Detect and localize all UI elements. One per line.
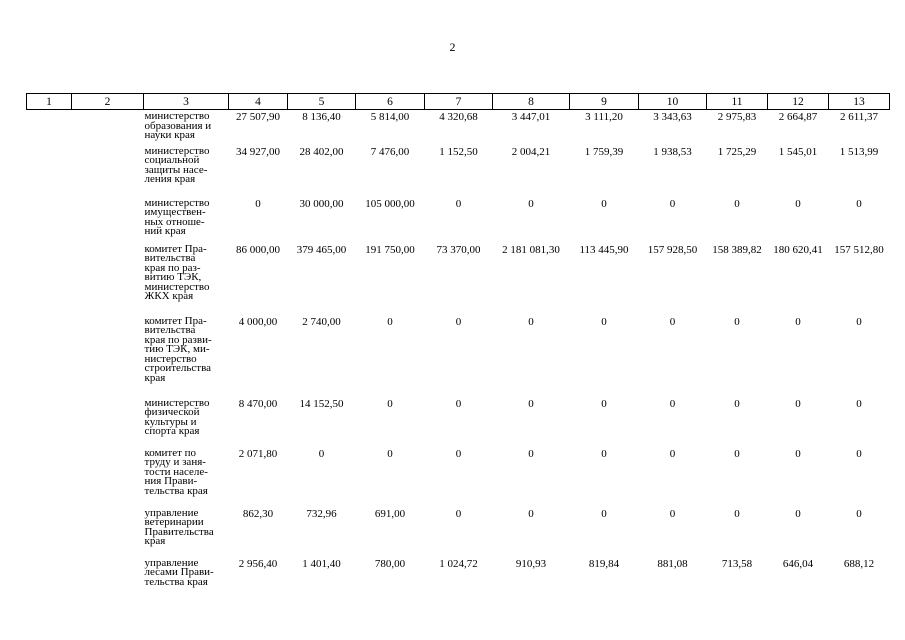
ministry-cell: министерство физической культуры и спорта края xyxy=(144,396,210,438)
value-cell: 0 xyxy=(528,507,534,520)
value-cell: 0 xyxy=(856,447,862,460)
column-header: 10 xyxy=(639,94,707,110)
value-cell: 73 370,00 xyxy=(436,243,481,256)
ministry-cell: министерство имуществен- ных отноше- ний края xyxy=(144,196,210,238)
ministry-cell: комитет Пра- вительства края по раз- витию ТЭК, министерство ЖКХ края xyxy=(144,242,210,303)
value-cell: 27 507,90 xyxy=(236,111,280,123)
value-cell: 113 445,90 xyxy=(579,243,629,256)
table-row xyxy=(27,315,890,397)
column-header: 8 xyxy=(493,94,570,110)
table-row xyxy=(27,197,890,243)
empty-cell xyxy=(27,557,72,597)
column-header: 11 xyxy=(707,94,768,110)
value-cell: 862,30 xyxy=(242,507,274,520)
value-cell: 4 320,68 xyxy=(439,111,478,123)
empty-cell xyxy=(72,110,144,145)
value-cell: 86 000,00 xyxy=(236,243,280,256)
value-cell: 0 xyxy=(795,197,801,210)
ministry-cell: комитет по труду и заня- тости населе- ния Прави- тельства края xyxy=(144,446,208,497)
value-cell: 157 928,50 xyxy=(647,243,698,256)
value-cell: 379 465,00 xyxy=(296,243,347,256)
value-cell: 34 927,00 xyxy=(236,145,280,158)
value-cell: 5 814,00 xyxy=(370,111,410,123)
value-cell: 7 476,00 xyxy=(370,145,410,158)
value-cell: 14 152,50 xyxy=(299,397,344,410)
value-cell: 0 xyxy=(734,397,740,410)
value-cell: 2 071,80 xyxy=(238,447,278,460)
value-cell: 0 xyxy=(528,197,534,210)
empty-cell xyxy=(27,197,72,243)
value-cell: 0 xyxy=(856,507,862,520)
value-cell: 1 152,50 xyxy=(439,145,478,158)
table-row xyxy=(27,447,890,507)
column-header: 12 xyxy=(768,94,829,110)
value-cell: 1 759,39 xyxy=(584,145,624,158)
empty-cell xyxy=(27,315,72,397)
value-cell: 1 545,01 xyxy=(778,145,818,158)
value-cell: 0 xyxy=(318,447,325,460)
value-cell: 0 xyxy=(387,315,393,328)
value-cell: 0 xyxy=(528,315,534,328)
value-cell: 0 xyxy=(455,397,462,410)
empty-cell xyxy=(72,315,144,397)
value-cell: 0 xyxy=(795,507,801,520)
value-cell: 0 xyxy=(856,197,862,210)
value-cell: 0 xyxy=(601,315,607,328)
budget-table xyxy=(26,93,890,597)
value-cell: 0 xyxy=(455,447,462,460)
column-header: 5 xyxy=(288,94,356,110)
value-cell: 28 402,00 xyxy=(299,145,344,158)
column-header: 6 xyxy=(356,94,425,110)
empty-cell xyxy=(72,197,144,243)
value-cell: 2 004,21 xyxy=(511,145,551,158)
value-cell: 646,04 xyxy=(782,557,814,570)
page-number: 2 xyxy=(449,40,456,54)
value-cell: 2 664,87 xyxy=(778,111,818,123)
column-header: 2 xyxy=(72,94,144,110)
value-cell: 0 xyxy=(601,447,607,460)
value-cell: 688,12 xyxy=(843,557,875,570)
table-header-row xyxy=(27,94,890,110)
table-body xyxy=(27,110,890,597)
column-header: 13 xyxy=(829,94,890,110)
column-header: 4 xyxy=(229,94,288,110)
value-cell: 1 938,53 xyxy=(653,145,692,158)
value-cell: 3 343,63 xyxy=(653,111,692,123)
empty-cell xyxy=(72,243,144,315)
empty-cell xyxy=(72,447,144,507)
column-header: 9 xyxy=(570,94,639,110)
value-cell: 0 xyxy=(387,447,393,460)
value-cell: 3 447,01 xyxy=(511,111,551,123)
value-cell: 1 401,40 xyxy=(302,557,341,570)
value-cell: 0 xyxy=(734,507,740,520)
value-cell: 1 725,29 xyxy=(717,145,757,158)
value-cell: 819,84 xyxy=(588,557,620,570)
value-cell: 0 xyxy=(669,447,676,460)
value-cell: 158 389,82 xyxy=(712,243,762,256)
value-cell: 191 750,00 xyxy=(365,243,415,256)
value-cell: 2 956,40 xyxy=(238,557,278,570)
value-cell: 2 975,83 xyxy=(717,111,757,123)
empty-cell xyxy=(27,145,72,197)
value-cell: 910,93 xyxy=(515,557,547,570)
value-cell: 713,58 xyxy=(721,557,753,570)
value-cell: 2 740,00 xyxy=(302,315,341,328)
empty-cell xyxy=(72,557,144,597)
column-header: 3 xyxy=(144,94,229,110)
value-cell: 0 xyxy=(669,507,676,520)
value-cell: 0 xyxy=(255,197,261,210)
value-cell: 0 xyxy=(528,397,534,410)
value-cell: 0 xyxy=(795,447,801,460)
value-cell: 691,00 xyxy=(374,507,406,520)
table-row xyxy=(27,557,890,597)
value-cell: 0 xyxy=(795,397,801,410)
value-cell: 180 620,41 xyxy=(773,243,823,256)
value-cell: 0 xyxy=(601,397,607,410)
empty-cell xyxy=(72,397,144,447)
value-cell: 105 000,00 xyxy=(365,197,415,210)
table-row xyxy=(27,507,890,557)
table-row xyxy=(27,397,890,447)
empty-cell xyxy=(27,507,72,557)
value-cell: 2 181 081,30 xyxy=(502,243,560,256)
value-cell: 0 xyxy=(734,447,740,460)
value-cell: 732,96 xyxy=(306,507,337,520)
value-cell: 1 513,99 xyxy=(839,145,879,158)
value-cell: 30 000,00 xyxy=(299,197,344,210)
ministry-cell: управление ветеринарии Правительства края xyxy=(144,506,214,548)
empty-cell xyxy=(72,507,144,557)
value-cell: 0 xyxy=(455,507,462,520)
value-cell: 4 000,00 xyxy=(238,315,278,328)
value-cell: 0 xyxy=(528,447,534,460)
value-cell: 0 xyxy=(669,397,676,410)
value-cell: 0 xyxy=(856,315,862,328)
value-cell: 0 xyxy=(601,197,607,210)
table-row xyxy=(27,110,890,145)
value-cell: 780,00 xyxy=(374,557,406,570)
empty-cell xyxy=(72,145,144,197)
value-cell: 157 512,80 xyxy=(834,243,884,256)
value-cell: 0 xyxy=(387,397,393,410)
ministry-cell: министерство социальной защиты насе- ления края xyxy=(144,144,210,186)
column-header: 1 xyxy=(27,94,72,110)
value-cell: 881,08 xyxy=(657,557,688,570)
value-cell: 0 xyxy=(734,197,740,210)
value-cell: 0 xyxy=(669,197,676,210)
value-cell: 1 024,72 xyxy=(439,557,478,570)
column-header: 7 xyxy=(425,94,493,110)
ministry-cell: министерство образования и науки края xyxy=(144,110,212,142)
value-cell: 3 111,20 xyxy=(585,111,623,123)
empty-cell xyxy=(27,243,72,315)
empty-cell xyxy=(27,110,72,145)
value-cell: 8 136,40 xyxy=(302,111,341,123)
value-cell: 0 xyxy=(455,315,462,328)
table-row xyxy=(27,145,890,197)
value-cell: 2 611,37 xyxy=(839,111,879,123)
ministry-cell: комитет Пра- вительства края по разви- тию ТЭК, ми- нистерство строительства края xyxy=(144,314,212,385)
ministry-cell: управление лесами Прави- тельства края xyxy=(144,556,214,588)
value-cell: 0 xyxy=(601,507,607,520)
value-cell: 0 xyxy=(734,315,740,328)
empty-cell xyxy=(27,397,72,447)
value-cell: 0 xyxy=(856,397,862,410)
value-cell: 8 470,00 xyxy=(238,397,278,410)
table-row xyxy=(27,243,890,315)
empty-cell xyxy=(27,447,72,507)
value-cell: 0 xyxy=(795,315,801,328)
value-cell: 0 xyxy=(669,315,676,328)
value-cell: 0 xyxy=(455,197,462,210)
